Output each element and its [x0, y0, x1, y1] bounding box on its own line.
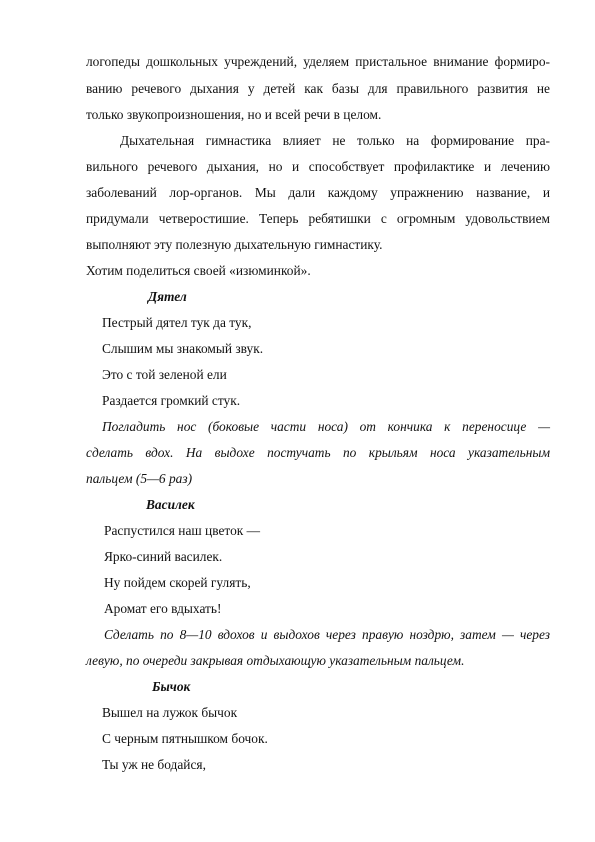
paragraph-line: Хотим поделиться своей «изюминкой».: [86, 263, 311, 278]
verse-line: Распустился наш цветок —: [104, 523, 261, 538]
instruction-line: пальцем (5—6 раз): [86, 471, 193, 486]
paragraph-line: заболеваний лор-органов. Мы дали каждому упражнению название, и: [86, 185, 550, 200]
instruction-line: сделать вдох. На выдохе постучать по крыльям носа указательным: [86, 445, 550, 460]
verse-line: Ты уж не бодайся,: [102, 757, 206, 772]
verse-line: Вышел на лужок бычок: [102, 705, 238, 720]
intro-line: логопеды дошкольных учреждений, уделяем пристальное внимание формиро-: [86, 54, 550, 69]
instruction-line: Сделать по 8—10 вдохов и выдохов через правую ноздрю, затем — через: [104, 627, 550, 642]
intro-line: только звукопроизношения, но и всей речи в целом.: [86, 107, 382, 122]
verse-line: Пестрый дятел тук да тук,: [102, 315, 252, 330]
paragraph-line: придумали четверостишие. Теперь ребятишки с огромным удовольствием: [86, 211, 550, 226]
exercise-title: Бычок: [152, 679, 191, 694]
paragraph-line: вильного речевого дыхания, но и способствует профилактике и лечению: [86, 159, 550, 174]
verse-line: Ну пойдем скорей гулять,: [104, 575, 251, 590]
verse-line: С черным пятнышком бочок.: [102, 731, 268, 746]
verse-line: Слышим мы знакомый звук.: [102, 341, 264, 356]
exercise-title: Дятел: [148, 289, 187, 304]
verse-line: Раздается громкий стук.: [102, 393, 241, 408]
exercise-title: Василек: [146, 497, 195, 512]
instruction-line: Погладить нос (боковые части носа) от кончика к переносице —: [102, 419, 550, 434]
verse-line: Аромат его вдыхать!: [104, 601, 222, 616]
intro-line: ванию речевого дыхания у детей как базы для правильного развития не: [86, 81, 550, 96]
instruction-line: левую, по очереди закрывая отдыхающую указательным пальцем.: [86, 653, 465, 668]
paragraph-line: Дыхательная гимнастика влияет не только на формирование пра-: [120, 133, 550, 148]
paragraph-line: выполняют эту полезную дыхательную гимнастику.: [86, 237, 383, 252]
verse-line: Ярко-синий василек.: [104, 549, 223, 564]
verse-line: Это с той зеленой ели: [102, 367, 227, 382]
